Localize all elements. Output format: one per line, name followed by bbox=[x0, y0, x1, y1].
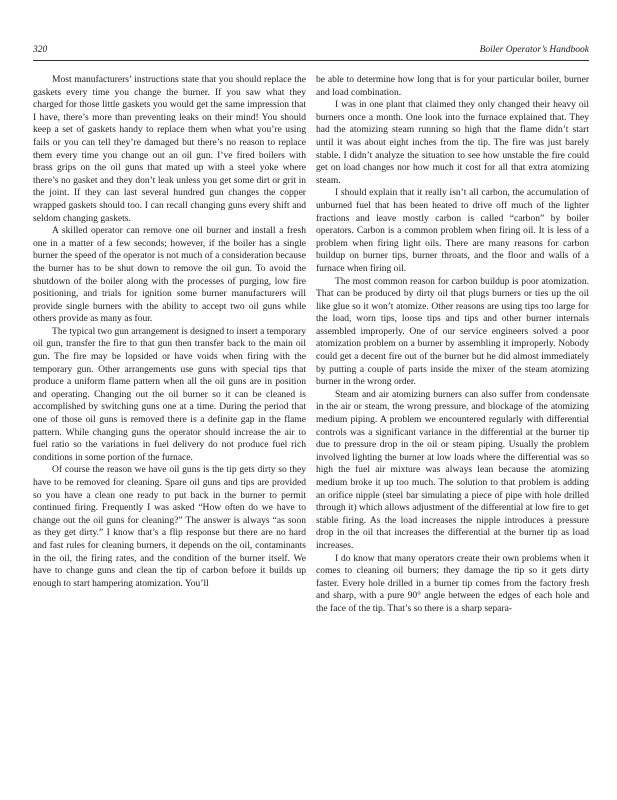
right-column bbox=[316, 74, 589, 616]
paragraph: Of course the reason we have oil guns is the tip gets dirty so they have to be removed for cleaning. Spare oil guns and tips are provided so you have a clean one ready to put back in the burner to permit continued firing. Frequently I was asked “How often do we have to change out the oil guns for cleaning?” The answer is always “as soon as they get dirty.” I know that’s a flip response but there are no hard and fast rules for cleaning burners, it depends on the oil, contaminants in the oil, the firing rates, and the condition of the burner itself. We have to change guns and clean the tip of carbon before it builds up enough to start hampering atomization. You’ll bbox=[33, 464, 306, 589]
running-header bbox=[33, 44, 589, 61]
book-title: Boiler Operator’s Handbook bbox=[479, 45, 589, 55]
paragraph: A skilled operator can remove one oil burner and install a fresh one in a matter of a few seconds; however, if the boiler has a single burner the speed of the operator is not much of a consideration because the burner has to be shut down to remove the oil gun. To avoid the shutdown of the boiler along with the processes of purging, low fire positioning, and trials for ignition some burner manufacturers will provide single burners with the ability to accept two oil guns while others provide as many as four. bbox=[33, 225, 306, 325]
paragraph-continued: be able to determine how long that is for your particular boiler, burner and load combination. bbox=[316, 74, 589, 98]
left-column bbox=[33, 74, 306, 590]
paragraph: Most manufacturers’ instructions state that you should replace the gaskets every time you change the burner. If you saw what they charged for those little gaskets you would get the same impression that I have, there’s more than preventing leaks on their mind! You should keep a set of gaskets handy to replace them when what you’re using fails or you can tell they’re damaged but there’s no reason to replace them every time you change out an oil gun. I’ve fired boilers with brass grips on the oil guns that mated up with a steel yoke where there’s no gasket and they don’t leak unless you get some dirt or grit in the joint. If they can last several hundred gun changes the copper wrapped gaskets should too. I can recall changing guns every shift and seldom changing gaskets. bbox=[33, 74, 306, 224]
paragraph: The most common reason for carbon buildup is poor atomization. That can be produced by dirty oil that plugs burners or ties up the oil like glue so it won’t atomize. Other reasons are using tips too large for the load, worn tips, loose tips and tips and other burner internals assembled improperly. One of our service engineers solved a poor atomization problem on a burner by assembling it improperly. Nobody could get a decent fire out of the burner but he did almost immediately by putting a couple of parts inside the mixer of the steam atomizing burner in the wrong order. bbox=[316, 275, 589, 388]
page-number: 320 bbox=[33, 45, 48, 55]
paragraph: The typical two gun arrangement is designed to insert a temporary oil gun, transfer the fire to that gun then transfer back to the main oil gun. The fire may be lopsided or have voids when firing with the temporary gun. Other arrangements use guns with special tips that produce a uniform flame pattern when all the oil guns are in position and operating. Changing out the oil burner so it can be cleaned is accomplished by switching guns one at a time. During the period that one of those oil guns is removed there is a definite gap in the flame pattern. While changing guns the operator should increase the air to fuel ratio so the variations in fuel delivery do not produce fuel rich conditions in some portion of the furnace. bbox=[33, 325, 306, 463]
paragraph: I was in one plant that claimed they only changed their heavy oil burners once a month. One look into the furnace explained that. They had the atomizing steam running so high that the flame didn’t start until it was about eight inches from the tip. The fire was just barely stable. I didn’t analyze the situation to see how unstable the fire could get on load changes nor how much it cost for all that extra atomizing steam. bbox=[316, 99, 589, 186]
paragraph: Steam and air atomizing burners can also suffer from condensate in the air or steam, the wrong pressure, and blockage of the atomizing medium piping. A problem we encountered regularly with differential controls was a significant variance in the differential at the burner tip due to pressure drop in the oil or steam piping. Usually the problem involved lighting the burner at low loads where the differential was so high the fuel air mixture was always lean because the atomizing medium broke it up too much. The solution to that problem is adding an orifice nipple (steel bar simulating a piece of pipe with hole drilled through it) which allows adjustment of the differential at low fire to get stable firing. As the load increases the nipple introduces a pressure drop in the oil that increases the differential at the burner tip as load increases. bbox=[316, 388, 589, 551]
paragraph: I should explain that it really isn’t all carbon, the accumulation of unburned fuel that has been heated to drive off much of the lighter fractions and leave mostly carbon is called “carbon” by boiler operators. Carbon is a common problem when firing oil. It is less of a problem when firing light oils. There are many reasons for carbon buildup on burner tips, burner throats, and the floor and walls of a furnace when firing oil. bbox=[316, 187, 589, 274]
paragraph: I do know that many operators create their own problems when it comes to cleaning oil burners; they damage the tip so it gets dirty faster. Every hole drilled in a burner tip comes from the factory fresh and sharp, with a pure 90° angle between the edges of each hole and the face of the tip. That’s so there is a sharp separa- bbox=[316, 552, 589, 614]
